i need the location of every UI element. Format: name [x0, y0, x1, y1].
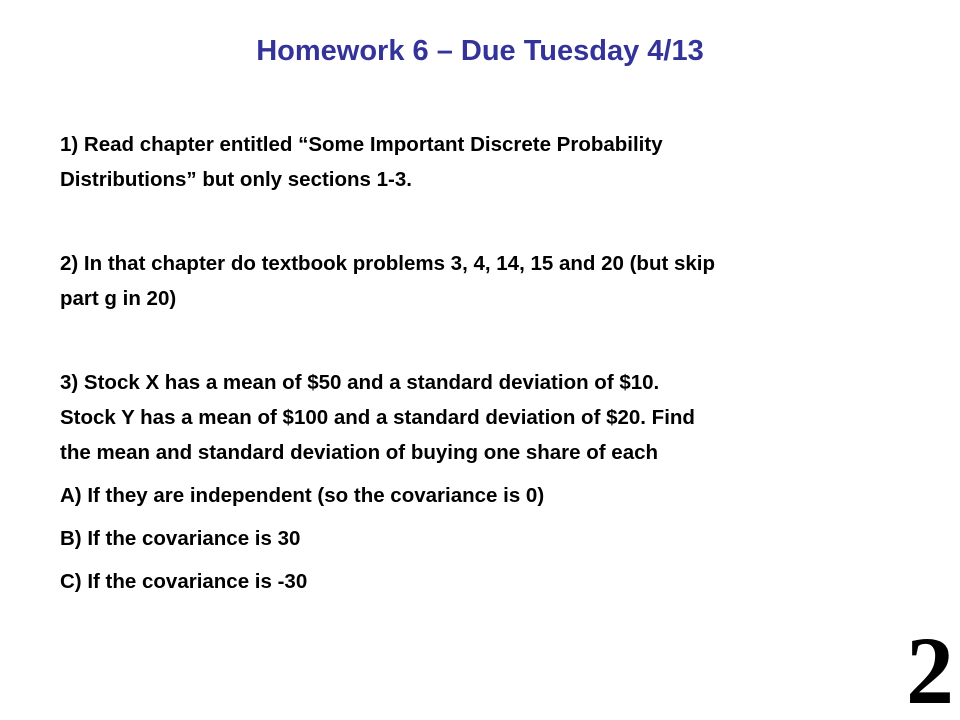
- homework-item-1-line-2: Distributions” but only sections 1-3.: [60, 168, 412, 191]
- subitem-a: A) If they are independent (so the covariance is 0): [60, 484, 545, 507]
- subitem-c: C) If the covariance is -30: [60, 570, 308, 593]
- homework-item-1-line-1: 1) Read chapter entitled “Some Important Discrete Probability: [60, 133, 663, 156]
- subitem-b: B) If the covariance is 30: [60, 527, 301, 550]
- paragraph-spacer: [60, 197, 940, 246]
- homework-item-1: [60, 127, 940, 197]
- homework-item-3-line-2: Stock Y has a mean of $100 and a standard deviation of $20. Find: [60, 406, 695, 429]
- paragraph-spacer: [60, 316, 940, 365]
- homework-item-3-line-3: the mean and standard deviation of buying one share of each: [60, 441, 659, 464]
- homework-item-3-line-1: 3) Stock X has a mean of $50 and a standard deviation of $10.: [60, 371, 660, 394]
- homework-item-2: [60, 246, 940, 316]
- homework-item-3: [60, 365, 940, 470]
- slide-body: [60, 127, 940, 599]
- slide-title: Homework 6 – Due Tuesday 4/13: [256, 35, 704, 67]
- homework-item-2-line-1: 2) In that chapter do textbook problems 3, 4, 14, 15 and 20 (but skip: [60, 252, 716, 275]
- homework-item-2-line-2: part g in 20): [60, 287, 177, 310]
- slide-page-number: 2: [906, 617, 954, 720]
